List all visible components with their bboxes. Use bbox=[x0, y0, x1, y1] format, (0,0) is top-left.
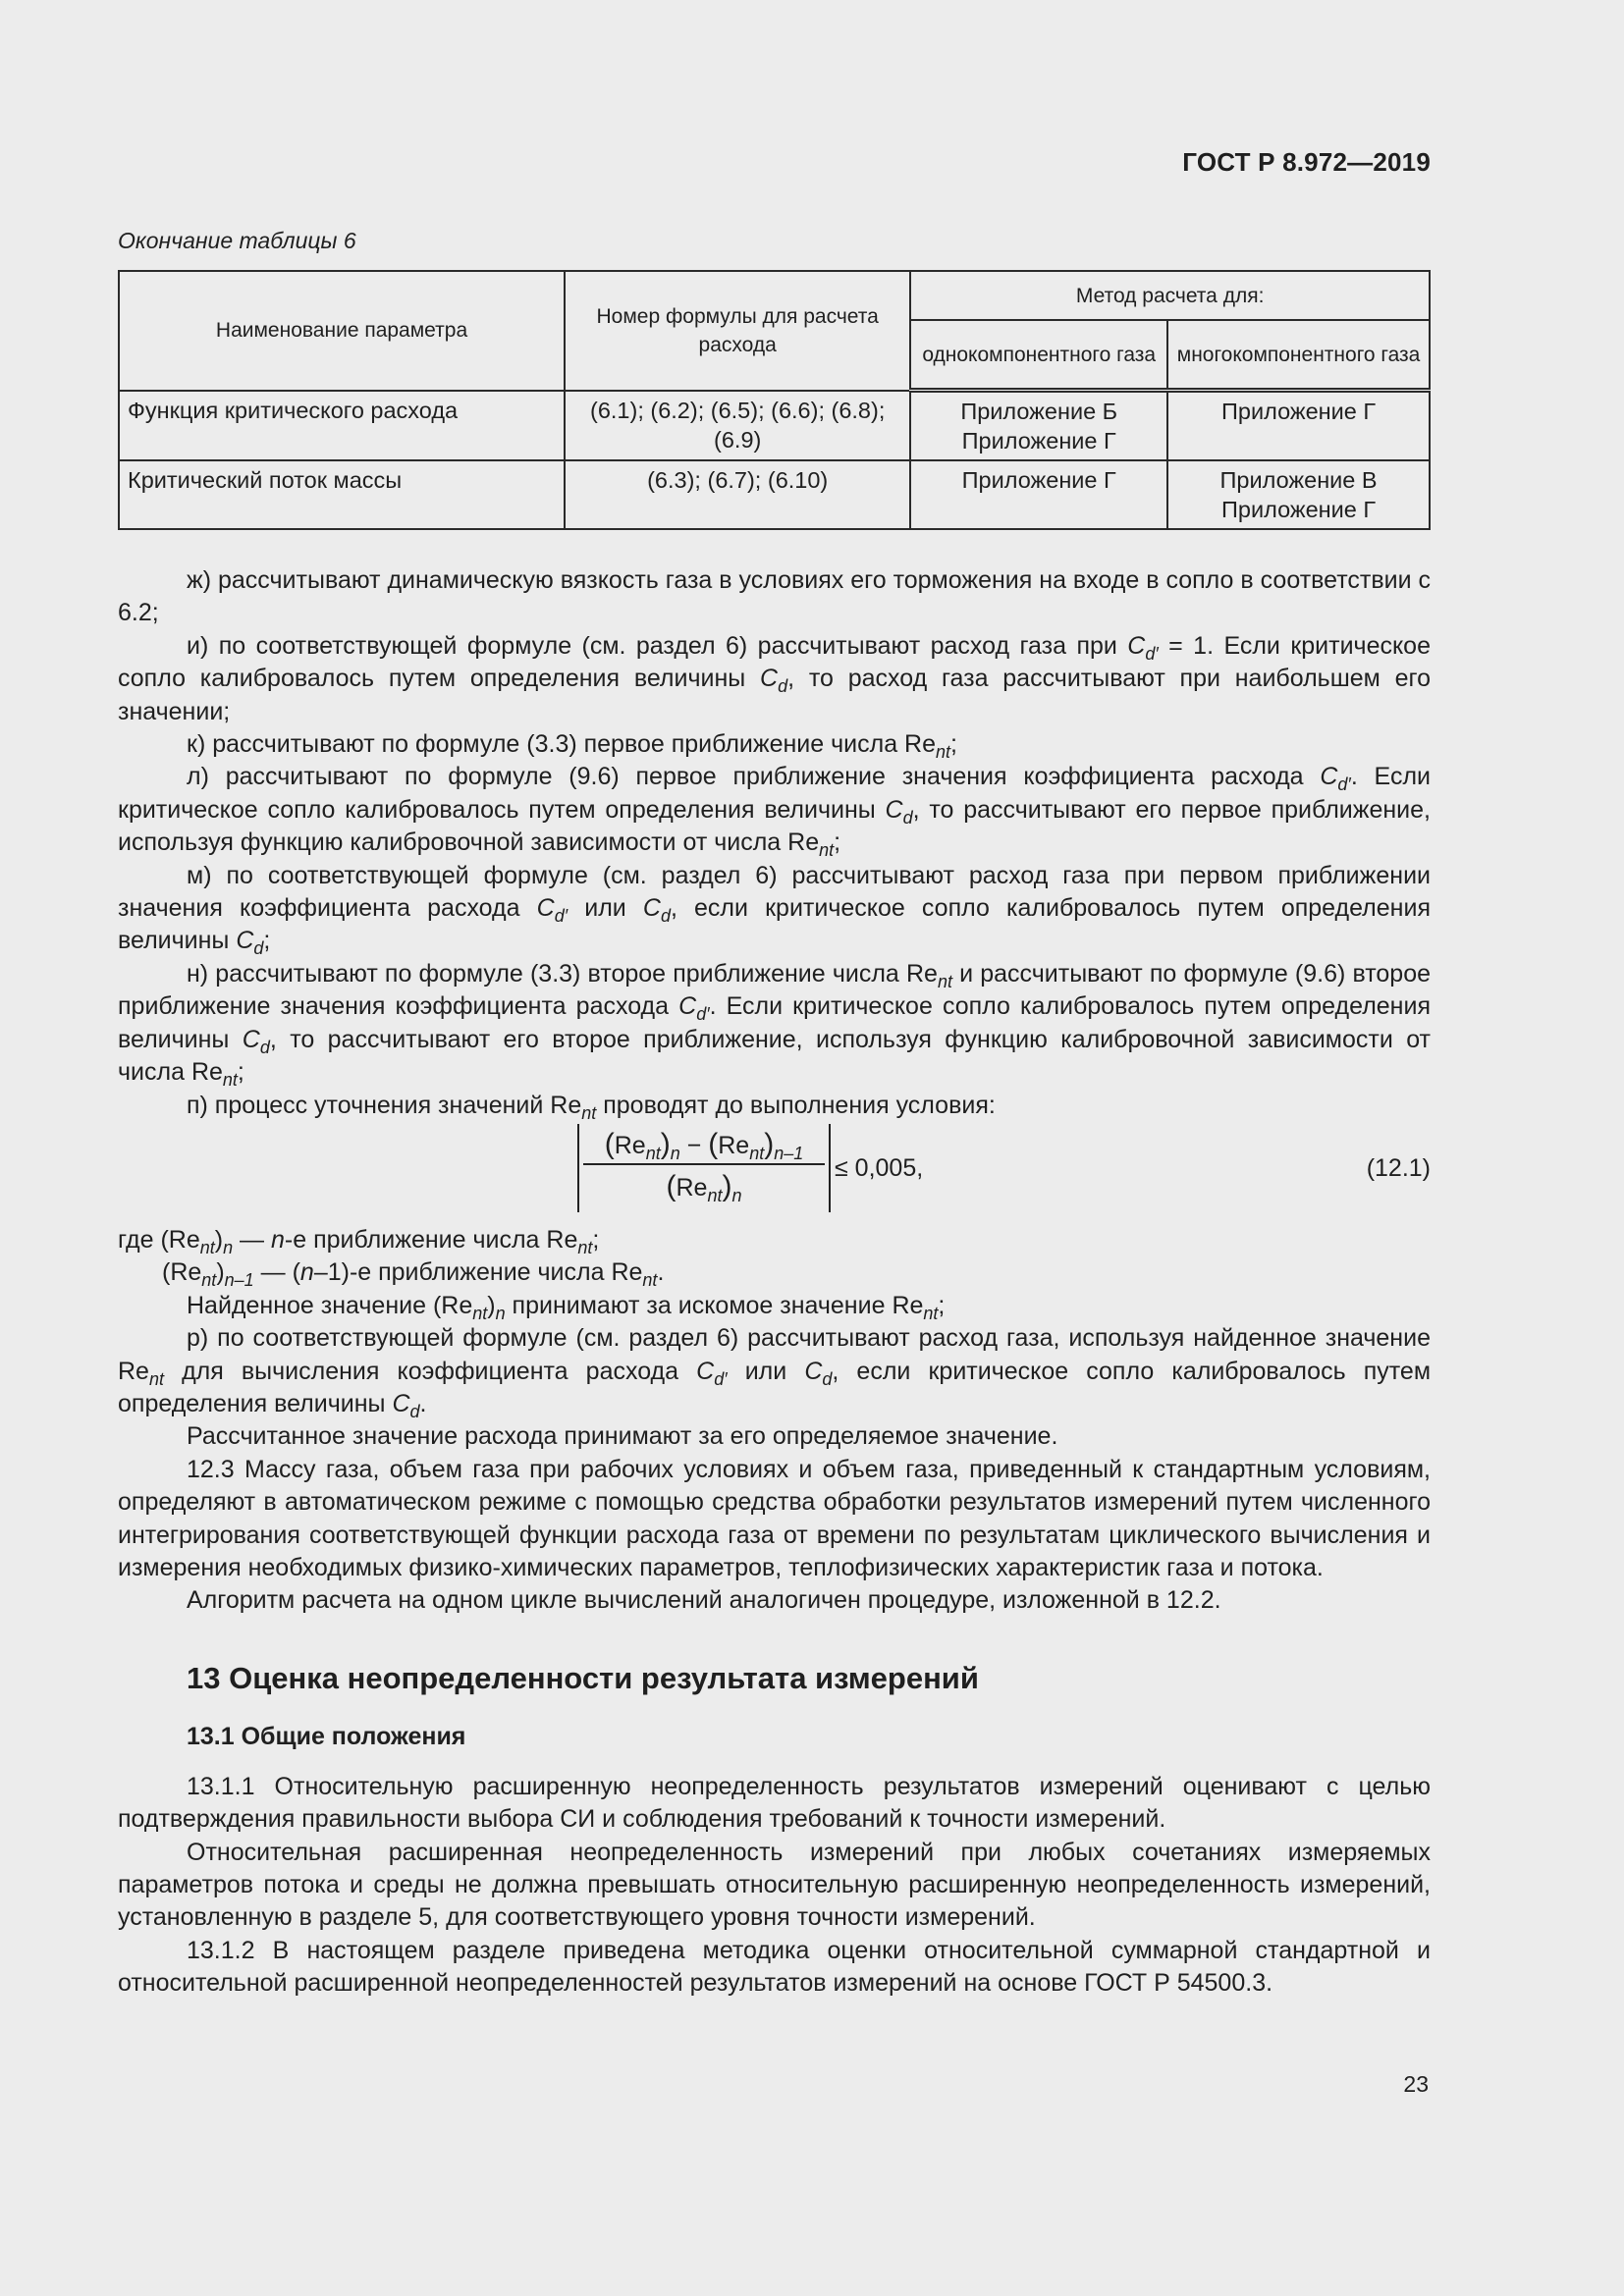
formula-denominator: $(Re_{nt})_n$ bbox=[666, 1169, 742, 1205]
paragraph-m: м) по соответствующей формуле (см. раздел 6) рассчитывают расход газа при первом приближении значения коэффициента расхода $C_{d'}$ или $C_d$, если критическое сопло калибровалось путем определения величины $C_d$; bbox=[118, 861, 1431, 959]
col-header-multi: многокомпонентного газа bbox=[1167, 320, 1430, 391]
paragraph-calc-value: Рассчитанное значение расхода принимают за его определяемое значение. bbox=[187, 1422, 1058, 1451]
paragraph-algorithm: Алгоритм расчета на одном цикле вычислений аналогичен процедуре, изложенной в 12.2. bbox=[187, 1586, 1221, 1615]
cell-line: Приложение Г bbox=[961, 428, 1116, 454]
cell-line: Приложение Б bbox=[960, 399, 1118, 424]
cell-multi bbox=[1167, 460, 1430, 529]
cell-line: Приложение Г bbox=[1221, 497, 1377, 522]
paragraph-13-1-1: 13.1.1 Относительную расширенную неопределенность результатов измерений оценивают с целью подтверждения правильности выбора СИ и соблюдения требований к точности измерений. bbox=[118, 1772, 1431, 1834]
col-header-param: Наименование параметра bbox=[119, 271, 565, 391]
col-header-single: однокомпонентного газа bbox=[910, 320, 1167, 391]
table-caption: Окончание таблицы 6 bbox=[118, 228, 356, 253]
paragraph-zh: ж) рассчитывают динамическую вязкость газа в условиях его торможения на входе в сопло в соответствии с 6.2; bbox=[118, 566, 1431, 627]
paragraph-l: л) рассчитывают по формуле (9.6) первое приближение значения коэффициента расхода $C_{d'}$. Если критическое сопло калибровалось путем определения величины $C_d$, то рассчитывают его первое приближение, используя функцию калибровочной зависимости от числа $Re_{nt}$; bbox=[118, 763, 1431, 861]
paragraph-12-3: 12.3 Массу газа, объем газа при рабочих условиях и объем газа, приведенный к стандартным условиям, определяют в автоматическом режиме с помощью средства обработки результатов измерений путем численного интегрирования соответствующей функции расхода газа от времени по результатам циклического вычисления и измерения необходимых физико-химических параметров, теплофизических характеристик газа и потока. bbox=[118, 1455, 1431, 1581]
col-header-method-group: Метод расчета для: bbox=[910, 271, 1430, 320]
page-number: 23 bbox=[1403, 2071, 1429, 2097]
table-row bbox=[119, 391, 1430, 461]
subsection-heading-13-1: 13.1 Общие положения bbox=[187, 1722, 466, 1750]
document-header: ГОСТ Р 8.972—2019 bbox=[1182, 147, 1431, 177]
cell-param: Функция критического расхода bbox=[119, 391, 565, 461]
paragraph-13-1-2: 13.1.2 В настоящем разделе приведена методика оценки относительной суммарной стандартной и относительной расширенной неопределенностей результатов измерений на основе ГОСТ Р 54500.3. bbox=[118, 1936, 1431, 1998]
paragraph-relative-uncertainty: Относительная расширенная неопределенность измерений при любых сочетаниях измеряемых параметров потока и среды не должна превышать относительную расширенную неопределенность измерений, установленную в разделе 5, для соответствующего уровня точности измерений. bbox=[118, 1838, 1431, 1932]
formula-number: (12.1) bbox=[1366, 1153, 1431, 1182]
cell-param: Критический поток массы bbox=[119, 460, 565, 529]
paragraph-k: к) рассчитывают по формуле (3.3) первое приближение числа $Re_{nt}$; bbox=[187, 730, 957, 763]
cell-line: Приложение Г bbox=[1221, 399, 1377, 424]
cell-multi bbox=[1167, 391, 1430, 461]
paragraph-i: и) по соответствующей формуле (см. раздел 6) рассчитывают расход газа при $C_{d'} = 1$. Если критическое сопло калибровалось путем определения величины $C_d$, то расход газа рассчитывают при наибольшем его значении; bbox=[118, 631, 1432, 725]
cell-formula: (6.3); (6.7); (6.10) bbox=[565, 460, 910, 529]
cell-single bbox=[910, 460, 1167, 529]
table-row bbox=[119, 460, 1430, 529]
where-line-2: $(Re_{nt})_{n-1}$ — (n–1)-е приближение числа $Re_{nt}$. bbox=[162, 1258, 665, 1291]
formula-12-1 bbox=[118, 1124, 1431, 1218]
formula-abs-bars bbox=[577, 1124, 831, 1212]
cell-line: Приложение Г bbox=[961, 467, 1116, 493]
formula-rhs: ≤ 0,005, bbox=[835, 1153, 924, 1182]
formula-numerator: $(Re_{nt})_n - (Re_{nt})_{n-1}$ bbox=[583, 1124, 825, 1165]
where-line-1: где $(Re_{nt})_n$ — n-е приближение числа $Re_{nt}$; bbox=[118, 1225, 600, 1257]
body-text bbox=[118, 564, 1431, 2001]
cell-single bbox=[910, 391, 1167, 461]
col-header-formula: Номер формулы для расчета расхода bbox=[565, 271, 910, 391]
parameters-table bbox=[118, 270, 1431, 530]
paragraph-r: р) по соответствующей формуле (см. раздел 6) рассчитывают расход газа, используя найденное значение $Re_{nt}$ для вычисления коэффициента расхода $C_{d'}$ или $C_d$, если критическое сопло калибровалось путем определения величины $C_d$. bbox=[118, 1324, 1432, 1421]
cell-formula: (6.1); (6.2); (6.5); (6.6); (6.8); (6.9) bbox=[565, 391, 910, 461]
cell-line: Приложение В bbox=[1219, 467, 1378, 493]
paragraph-n: н) рассчитывают по формуле (3.3) второе приближение числа $Re_{nt}$ и рассчитывают по формуле (9.6) второе приближение значения коэффициента расхода $C_{d'}$. Если критическое сопло калибровалось путем определения величины $C_d$, то рассчитывают его второе приближение, используя функцию калибровочной зависимости от числа $Re_{nt}$; bbox=[118, 959, 1431, 1091]
paragraph-p: п) процесс уточнения значений $Re_{nt}$ проводят до выполнения условия: bbox=[187, 1091, 996, 1123]
section-heading-13: 13 Оценка неопределенности результата измерений bbox=[187, 1660, 979, 1695]
paragraph-found: Найденное значение $(Re_{nt})_n$ принимают за искомое значение $Re_{nt}$; bbox=[187, 1291, 946, 1323]
